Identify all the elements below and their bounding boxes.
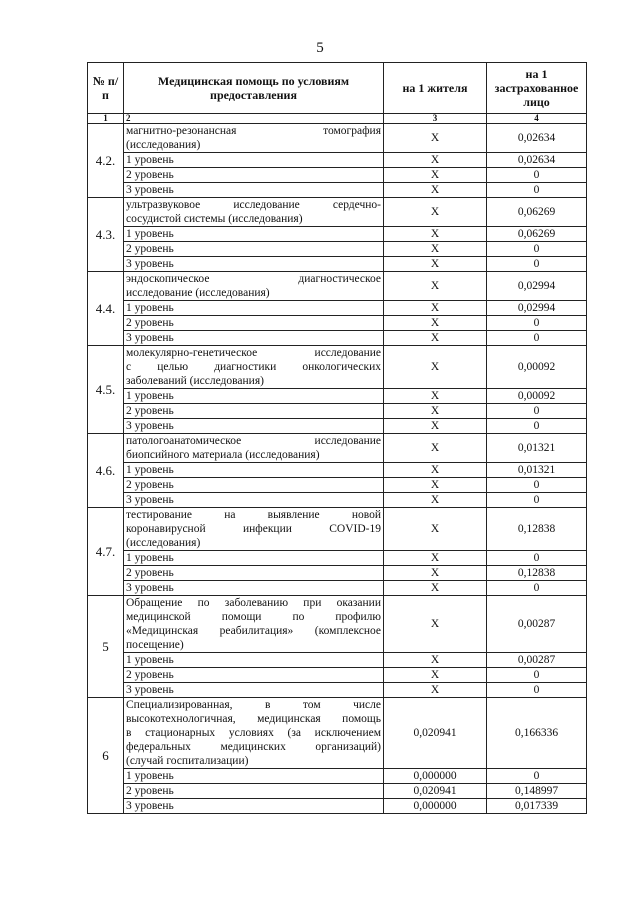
level-label: 2 уровень bbox=[124, 242, 384, 257]
column-number-3: 3 bbox=[384, 114, 487, 124]
section-title-line: молекулярно-генетическое исследование bbox=[126, 347, 381, 359]
level-per-insured: 0 bbox=[487, 404, 587, 419]
section-title-line: в стационарных условиях (за исключением bbox=[126, 727, 381, 739]
level-per-insured: 0 bbox=[487, 493, 587, 508]
section-title-line: заболеваний (исследования) bbox=[126, 375, 264, 387]
section-per-insured: 0,02994 bbox=[487, 272, 587, 301]
section-title-line: эндоскопическое диагностическое bbox=[126, 273, 381, 285]
level-row bbox=[88, 478, 587, 493]
section-per-resident: 0,020941 bbox=[384, 698, 487, 769]
level-per-insured: 0 bbox=[487, 683, 587, 698]
level-label: 1 уровень bbox=[124, 301, 384, 316]
section-title-line: (исследования) bbox=[126, 537, 201, 549]
level-label: 1 уровень bbox=[124, 653, 384, 668]
section-title-line: Обращение по заболеванию при оказании bbox=[126, 597, 381, 609]
section-title bbox=[124, 124, 384, 153]
section-per-insured: 0,02634 bbox=[487, 124, 587, 153]
section-title-line: тестирование на выявление новой bbox=[126, 509, 381, 521]
level-label: 1 уровень bbox=[124, 463, 384, 478]
level-label: 1 уровень bbox=[124, 551, 384, 566]
level-label: 3 уровень bbox=[124, 419, 384, 434]
level-per-resident: Х bbox=[384, 331, 487, 346]
section-title-line: магнитно-резонансная томография bbox=[126, 125, 381, 137]
level-per-resident: Х bbox=[384, 419, 487, 434]
level-label: 1 уровень bbox=[124, 153, 384, 168]
section-per-insured: 0,00287 bbox=[487, 596, 587, 653]
section-per-resident: Х bbox=[384, 596, 487, 653]
column-number-1: 1 bbox=[88, 114, 124, 124]
level-per-insured: 0 bbox=[487, 242, 587, 257]
level-row bbox=[88, 566, 587, 581]
level-label: 3 уровень bbox=[124, 183, 384, 198]
level-per-resident: Х bbox=[384, 316, 487, 331]
level-per-resident: Х bbox=[384, 301, 487, 316]
section-row bbox=[88, 346, 587, 389]
section-number: 4.3. bbox=[88, 198, 124, 272]
level-per-resident: Х bbox=[384, 257, 487, 272]
level-row bbox=[88, 784, 587, 799]
level-per-insured: 0,00092 bbox=[487, 389, 587, 404]
level-row bbox=[88, 769, 587, 784]
level-per-insured: 0,017339 bbox=[487, 799, 587, 814]
section-title-line: биопсийного материала (исследования) bbox=[126, 449, 320, 461]
section-title-line: посещение) bbox=[126, 639, 184, 651]
level-row bbox=[88, 257, 587, 272]
level-per-resident: Х bbox=[384, 683, 487, 698]
section-title-line: «Медицинская реабилитация» (комплексное bbox=[126, 625, 381, 637]
column-number-4: 4 bbox=[487, 114, 587, 124]
level-per-resident: 0,020941 bbox=[384, 784, 487, 799]
level-per-insured: 0 bbox=[487, 257, 587, 272]
level-label: 3 уровень bbox=[124, 683, 384, 698]
level-per-resident: Х bbox=[384, 227, 487, 242]
section-title bbox=[124, 698, 384, 769]
section-per-insured: 0,01321 bbox=[487, 434, 587, 463]
section-row bbox=[88, 508, 587, 551]
level-per-insured: 0,00287 bbox=[487, 653, 587, 668]
level-label: 2 уровень bbox=[124, 168, 384, 183]
level-row bbox=[88, 301, 587, 316]
section-row bbox=[88, 124, 587, 153]
level-row bbox=[88, 668, 587, 683]
section-per-resident: Х bbox=[384, 272, 487, 301]
level-label: 3 уровень bbox=[124, 331, 384, 346]
section-number: 4.7. bbox=[88, 508, 124, 596]
section-title-line: федеральных медицинских организаций) bbox=[126, 741, 381, 753]
level-row bbox=[88, 493, 587, 508]
table-body bbox=[88, 124, 587, 814]
level-per-resident: 0,000000 bbox=[384, 769, 487, 784]
level-per-resident: Х bbox=[384, 463, 487, 478]
level-row bbox=[88, 653, 587, 668]
section-per-insured: 0,12838 bbox=[487, 508, 587, 551]
section-number: 5 bbox=[88, 596, 124, 698]
level-label: 3 уровень bbox=[124, 257, 384, 272]
level-per-resident: Х bbox=[384, 581, 487, 596]
section-number: 4.6. bbox=[88, 434, 124, 508]
header-care: Медицинская помощь по условиям предоставления bbox=[124, 63, 384, 114]
level-per-insured: 0 bbox=[487, 183, 587, 198]
level-per-resident: Х bbox=[384, 493, 487, 508]
level-per-insured: 0,148997 bbox=[487, 784, 587, 799]
level-row bbox=[88, 389, 587, 404]
level-label: 2 уровень bbox=[124, 668, 384, 683]
level-per-insured: 0,06269 bbox=[487, 227, 587, 242]
section-per-resident: Х bbox=[384, 434, 487, 463]
level-label: 3 уровень bbox=[124, 581, 384, 596]
level-per-resident: Х bbox=[384, 668, 487, 683]
level-row bbox=[88, 316, 587, 331]
level-per-resident: Х bbox=[384, 653, 487, 668]
level-per-insured: 0 bbox=[487, 769, 587, 784]
level-per-insured: 0 bbox=[487, 581, 587, 596]
level-per-resident: Х bbox=[384, 478, 487, 493]
level-row bbox=[88, 227, 587, 242]
level-per-resident: 0,000000 bbox=[384, 799, 487, 814]
section-per-resident: Х bbox=[384, 124, 487, 153]
section-title bbox=[124, 596, 384, 653]
level-row bbox=[88, 331, 587, 346]
level-row bbox=[88, 242, 587, 257]
level-row bbox=[88, 799, 587, 814]
level-per-insured: 0 bbox=[487, 331, 587, 346]
section-number: 4.2. bbox=[88, 124, 124, 198]
section-row bbox=[88, 198, 587, 227]
section-number: 6 bbox=[88, 698, 124, 814]
level-row bbox=[88, 168, 587, 183]
section-title-line: высокотехнологичная, медицинская помощь bbox=[126, 713, 381, 725]
section-title bbox=[124, 508, 384, 551]
level-per-resident: Х bbox=[384, 168, 487, 183]
level-label: 3 уровень bbox=[124, 493, 384, 508]
level-per-insured: 0,12838 bbox=[487, 566, 587, 581]
level-label: 3 уровень bbox=[124, 799, 384, 814]
header-per-insured: на 1 застрахованное лицо bbox=[487, 63, 587, 114]
level-row bbox=[88, 683, 587, 698]
level-row bbox=[88, 419, 587, 434]
section-per-resident: Х bbox=[384, 346, 487, 389]
section-title-line: (исследования) bbox=[126, 139, 201, 151]
column-number-row bbox=[88, 114, 587, 124]
level-per-resident: Х bbox=[384, 389, 487, 404]
header-per-resident: на 1 жителя bbox=[384, 63, 487, 114]
level-row bbox=[88, 581, 587, 596]
level-per-insured: 0 bbox=[487, 668, 587, 683]
care-volume-table bbox=[87, 62, 587, 814]
level-per-insured: 0,01321 bbox=[487, 463, 587, 478]
section-title-line: патологоанатомическое исследование bbox=[126, 435, 381, 447]
level-per-resident: Х bbox=[384, 153, 487, 168]
header-row bbox=[88, 63, 587, 114]
level-per-insured: 0 bbox=[487, 478, 587, 493]
level-per-insured: 0 bbox=[487, 551, 587, 566]
level-per-resident: Х bbox=[384, 566, 487, 581]
level-label: 1 уровень bbox=[124, 389, 384, 404]
section-per-resident: Х bbox=[384, 198, 487, 227]
section-title-line: с целью диагностики онкологических bbox=[126, 361, 381, 373]
section-title bbox=[124, 272, 384, 301]
level-per-resident: Х bbox=[384, 242, 487, 257]
level-per-resident: Х bbox=[384, 404, 487, 419]
level-per-insured: 0,02634 bbox=[487, 153, 587, 168]
section-row bbox=[88, 272, 587, 301]
header-num: № п/п bbox=[88, 63, 124, 114]
section-title bbox=[124, 198, 384, 227]
level-label: 1 уровень bbox=[124, 769, 384, 784]
section-number: 4.5. bbox=[88, 346, 124, 434]
section-row bbox=[88, 434, 587, 463]
section-title-line: коронавирусной инфекции COVID-19 bbox=[126, 523, 381, 535]
level-row bbox=[88, 183, 587, 198]
level-label: 2 уровень bbox=[124, 566, 384, 581]
level-per-resident: Х bbox=[384, 551, 487, 566]
section-title-line: исследование (исследования) bbox=[126, 287, 270, 299]
level-per-insured: 0 bbox=[487, 168, 587, 183]
section-row bbox=[88, 596, 587, 653]
section-title-line: сосудистой системы (исследования) bbox=[126, 213, 303, 225]
level-per-insured: 0,02994 bbox=[487, 301, 587, 316]
level-per-insured: 0 bbox=[487, 419, 587, 434]
level-row bbox=[88, 551, 587, 566]
page-number: 5 bbox=[316, 40, 324, 56]
section-title bbox=[124, 346, 384, 389]
section-number: 4.4. bbox=[88, 272, 124, 346]
section-per-resident: Х bbox=[384, 508, 487, 551]
level-per-insured: 0 bbox=[487, 316, 587, 331]
column-number-2: 2 bbox=[124, 114, 384, 124]
section-per-insured: 0,06269 bbox=[487, 198, 587, 227]
level-row bbox=[88, 153, 587, 168]
level-label: 1 уровень bbox=[124, 227, 384, 242]
section-per-insured: 0,00092 bbox=[487, 346, 587, 389]
level-per-resident: Х bbox=[384, 183, 487, 198]
level-row bbox=[88, 463, 587, 478]
section-per-insured: 0,166336 bbox=[487, 698, 587, 769]
section-title-line: (случай госпитализации) bbox=[126, 755, 249, 767]
level-label: 2 уровень bbox=[124, 478, 384, 493]
section-title bbox=[124, 434, 384, 463]
section-title-line: Специализированная, в том числе bbox=[126, 699, 381, 711]
section-row bbox=[88, 698, 587, 769]
section-title-line: ультразвуковое исследование сердечно- bbox=[126, 199, 381, 211]
level-label: 2 уровень bbox=[124, 404, 384, 419]
level-row bbox=[88, 404, 587, 419]
level-label: 2 уровень bbox=[124, 784, 384, 799]
section-title-line: медицинской помощи по профилю bbox=[126, 611, 381, 623]
level-label: 2 уровень bbox=[124, 316, 384, 331]
